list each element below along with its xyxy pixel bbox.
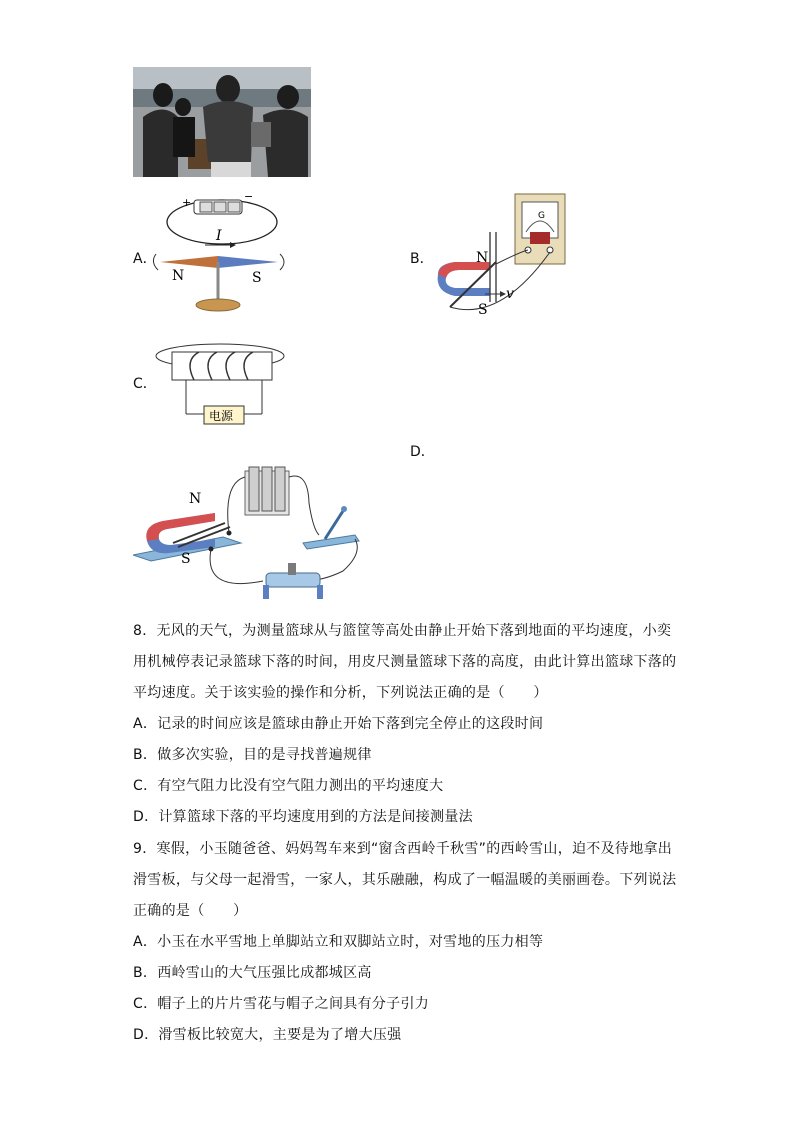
q8-line-2: 用机械停表记录篮球下落的时间，用皮尺测量篮球下落的高度，由此计算出篮球下落的	[133, 654, 677, 670]
figure-a-circuit-compass	[150, 190, 300, 320]
option-c-label: C．	[133, 376, 157, 392]
power-source-label: 电源	[209, 409, 234, 423]
b-velocity: v	[506, 286, 514, 302]
battery-minus: −	[244, 190, 254, 203]
q8-option-d[interactable]: D．计算篮球下落的平均速度用到的方法是间接测量法	[133, 809, 473, 825]
figure-b-generator	[430, 192, 580, 327]
q8-line-1: 8．无风的天气，为测量篮球从与篮筐等高处由静止开始下落到地面的平均速度，小奕	[133, 623, 672, 639]
option-b-label: B．	[410, 251, 434, 267]
q9-line-3: 正确的是（ ）	[133, 903, 248, 919]
option-a-label: A．	[133, 251, 157, 267]
meter-g: G	[538, 211, 545, 221]
q8-option-b[interactable]: B．做多次实验，目的是寻找普遍规律	[133, 747, 372, 763]
q9-option-a[interactable]: A．小玉在水平雪地上单脚站立和双脚站立时，对雪地的压力相等	[133, 934, 544, 950]
q9-option-c[interactable]: C．帽子上的片片雪花与帽子之间具有分子引力	[133, 996, 430, 1012]
q8-option-c[interactable]: C．有空气阻力比没有空气阻力测出的平均速度大	[133, 778, 444, 794]
current-label: I	[216, 228, 222, 244]
d-south: S	[181, 551, 191, 567]
figure-c-solenoid	[154, 340, 294, 430]
q9-line-2: 滑雪板，与父母一起滑雪，一家人，其乐融融，构成了一幅温暖的美丽画卷。下列说法	[133, 872, 677, 888]
q9-option-d[interactable]: D．滑雪板比较宽大，主要是为了增大压强	[133, 1027, 402, 1043]
battery-plus: +	[182, 196, 192, 209]
b-north: N	[476, 250, 489, 266]
b-south: S	[478, 302, 488, 318]
d-north: N	[189, 491, 202, 507]
q8-line-3: 平均速度。关于该实验的操作和分析，下列说法正确的是（ ）	[133, 685, 548, 701]
option-d-label: D．	[410, 444, 435, 460]
q8-option-a[interactable]: A．记录的时间应该是篮球由静止开始下落到完全停止的这段时间	[133, 716, 544, 732]
q9-option-b[interactable]: B．西岭雪山的大气压强比成都城区高	[133, 965, 372, 981]
a-south: S	[252, 270, 262, 286]
a-north: N	[172, 268, 185, 284]
q9-line-1: 9．寒假，小玉随爸爸、妈妈驾车来到“窗含西岭千秋雪”的西岭雪山，迫不及待地拿出	[133, 841, 673, 857]
figure-d-motor	[133, 463, 363, 608]
photo-people	[133, 67, 311, 177]
